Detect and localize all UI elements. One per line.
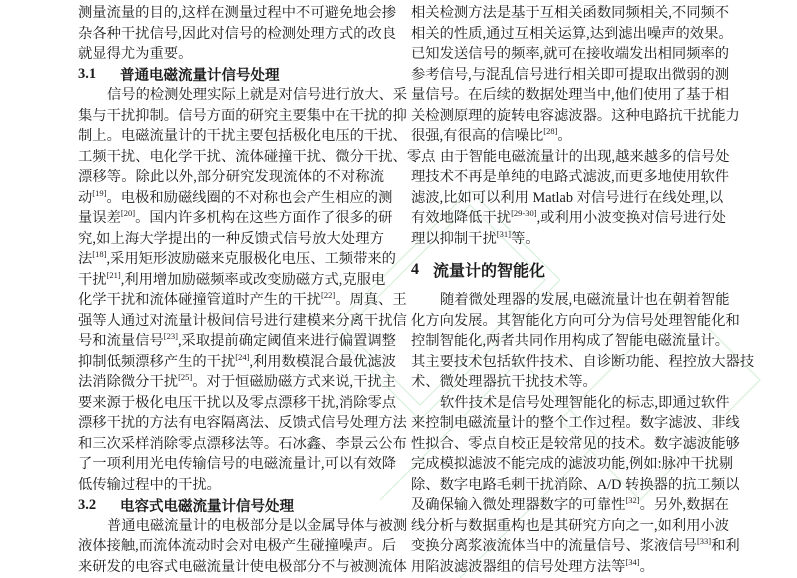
citation-reference: [20]: [120, 208, 136, 218]
citation-reference: [22]: [321, 290, 336, 300]
text-segment: 量信号。在后续的数据处理当中,他们使用了基于相: [411, 87, 730, 103]
text-line: [411, 454, 734, 475]
text-line: [411, 167, 730, 188]
text-segment: 来控制电磁流量计的整个工作过程。数字滤波、非线: [411, 415, 740, 431]
paragraph: [78, 3, 397, 65]
text-line: [78, 208, 393, 229]
section-title: 流量计的智能化: [433, 263, 546, 280]
citation-reference: [28]: [543, 126, 558, 136]
text-line: [411, 311, 740, 332]
text-line: [78, 106, 407, 127]
text-segment: 术、微处理器抗干扰技术等。: [411, 374, 597, 390]
citation-reference: [19]: [92, 187, 107, 198]
text-segment: 量误差: [78, 210, 121, 226]
text-segment: 关检测原理的旋转电容滤波器。这种电路抗干扰能力: [411, 107, 740, 124]
section-number: 4: [411, 260, 419, 278]
text-segment: 理以抑制干扰: [411, 230, 497, 247]
text-segment: 了一项利用光电传输信号的电磁流量计,可以有效降: [78, 456, 397, 472]
paragraph: [411, 393, 740, 578]
text-segment: 性拟合、零点自校正是较常见的技术。数字滤波能够: [411, 435, 740, 452]
text-segment: 相关检测方法是基于互相关函数同频相关,不同频不: [411, 5, 730, 21]
text-segment: 滤波,比如可以利用 Matlab 对信号进行在线处理,以: [411, 189, 724, 206]
text-line: [78, 516, 408, 537]
section-title: 普通电磁流量计信号处理: [120, 68, 280, 85]
citation-reference: [31]: [496, 228, 511, 239]
citation-reference: [29-30]: [511, 208, 537, 218]
text-line: [78, 270, 384, 291]
section-heading: [78, 495, 384, 516]
text-line: [411, 229, 716, 250]
text-line: [78, 24, 397, 45]
text-segment: 。: [639, 558, 654, 575]
text-segment: 随着微处理器的发展,电磁流量计也在朝着智能: [440, 292, 730, 308]
text-segment: 漂移等。除此以外,部分研究发现流体的不对称流: [78, 169, 384, 185]
text-line: [78, 413, 407, 434]
text-line: [411, 352, 755, 373]
text-line: [78, 454, 397, 475]
citation-reference: [18]: [92, 249, 107, 259]
text-segment: 普通电磁流量计的电极部分是以金属导体与被测: [107, 517, 408, 534]
text-segment: 强等人通过对流量计极间信号进行建模来分离干扰信: [78, 312, 407, 329]
text-line: [411, 413, 740, 434]
right-column: [411, 3, 755, 577]
text-line: [411, 536, 740, 557]
text-segment: 工频干扰、电化学干扰、流体碰撞干扰、微分干扰、零点: [78, 148, 436, 165]
text-line: [411, 208, 727, 229]
citation-reference: [25]: [178, 372, 193, 382]
text-line: [411, 290, 730, 311]
text-segment: 要来源于极化电压干扰以及零点漂移干扰,消除零点: [78, 394, 397, 411]
text-segment: 低传输过程中的干扰。: [78, 476, 221, 493]
text-line: [78, 229, 384, 250]
text-line: [78, 475, 384, 496]
text-segment: 法: [78, 251, 93, 267]
text-line: [411, 516, 730, 537]
text-segment: 杂各种干扰信号,因此对信号的检测处理方式的改良: [78, 25, 397, 42]
text-segment: 号和流量信号: [78, 333, 164, 349]
section-heading: [78, 65, 384, 86]
text-segment: ,或利用小波变换对信号进行处: [536, 210, 727, 226]
text-line: [78, 393, 397, 414]
text-line: [78, 372, 396, 393]
text-segment: 和利: [711, 538, 740, 554]
text-line: [411, 44, 730, 65]
paragraph: [78, 85, 436, 495]
text-line: [411, 106, 740, 127]
citation-reference: [24]: [235, 351, 250, 362]
section-heading: [411, 249, 716, 290]
section-title: 电容式电磁流量计信号处理: [120, 498, 294, 515]
text-line: [78, 290, 407, 311]
text-line: [78, 167, 384, 188]
text-line: [411, 475, 740, 496]
text-segment: 线分析与数据重构也是其研究方向之一,如利用小波: [411, 517, 730, 534]
text-segment: 测量流量的目的,这样在测量过程中不可避免地会掺: [78, 5, 397, 21]
text-segment: 集与干扰抑制。信号方面的研究主要集中在干扰的抑: [78, 107, 407, 124]
text-segment: 化方向发展。其智能化方向可分为信号处理智能化和: [411, 312, 740, 329]
paragraph: [78, 516, 408, 578]
text-segment: ,采用矩形波励磁来克服极化电压、工频带来的: [106, 251, 396, 267]
text-line: [78, 85, 408, 106]
text-line: [411, 393, 730, 414]
text-segment: 。国内许多机构在这些方面作了很多的研: [135, 210, 393, 226]
text-segment: 及确保输入微处理器数字的可靠性: [411, 497, 626, 513]
text-segment: 等。: [510, 230, 540, 247]
text-segment: 参考信号,与混乱信号进行相关即可提取出微弱的测: [411, 66, 730, 83]
text-segment: 软件技术是信号处理智能化的标志,即通过软件: [440, 394, 730, 411]
text-line: [78, 331, 396, 352]
text-line: [411, 434, 740, 455]
text-line: [411, 331, 730, 352]
text-segment: 用陷波滤波器组的信号处理方法等: [411, 558, 626, 575]
text-segment: 理技术不再是单纯的电路式滤波,而更多地使用软件: [411, 169, 730, 185]
text-segment: 。另外,数据在: [639, 497, 729, 513]
text-segment: 完成模拟滤波不能完成的滤波功能,例如:脉冲干扰剔: [411, 456, 734, 472]
text-segment: 动: [78, 189, 93, 206]
text-line: [411, 557, 716, 578]
text-line: [78, 126, 407, 147]
citation-reference: [23]: [163, 331, 178, 341]
text-segment: 法消除微分干扰: [78, 374, 179, 390]
text-segment: 。周真、王: [335, 292, 407, 308]
left-column: [78, 3, 436, 577]
text-segment: ,利用数模混合最优滤波: [249, 353, 396, 370]
paragraph: [411, 290, 755, 393]
text-line: [78, 44, 384, 65]
text-line: [411, 495, 729, 516]
text-line: [78, 3, 397, 24]
text-segment: 变换分离浆液流体当中的流量信号、浆液信号: [411, 538, 697, 554]
text-line: [411, 85, 730, 106]
text-segment: 和三次采样消除零点漂移法等。石冰鑫、李景云公布: [78, 435, 407, 452]
text-line: [411, 126, 716, 147]
text-segment: 就显得尤为重要。: [78, 46, 193, 62]
text-segment: 由于智能电磁流量计的出现,越来越多的信号处: [440, 148, 730, 165]
text-line: [78, 557, 407, 578]
text-line: [78, 434, 407, 455]
text-segment: 制上。电磁流量计的干扰主要包括极化电压的干扰、: [78, 128, 407, 144]
text-segment: 有效地降低干扰: [411, 210, 512, 226]
paragraph: [411, 147, 730, 250]
text-line: [78, 249, 396, 270]
text-line: [411, 372, 716, 393]
text-segment: 。电极和励磁线圈的不对称也会产生相应的测: [106, 189, 393, 206]
text-segment: 。对于恒磁励磁方式来说,干扰主: [192, 374, 396, 390]
section-number: 3.1: [78, 66, 97, 83]
text-segment: ,采取提前确定阈值来进行偏置调整: [177, 333, 396, 349]
text-segment: 液体接触,而流体流动时会对电极产生碰撞噪声。后: [78, 538, 397, 554]
text-segment: 很强,有很高的信噪比: [411, 128, 544, 144]
text-line: [411, 147, 730, 168]
text-line: [78, 536, 397, 557]
text-line: [411, 65, 730, 86]
text-segment: 相关的性质,通过互相关运算,达到滤出噪声的效果。: [411, 25, 733, 42]
citation-reference: [34]: [625, 556, 640, 567]
text-segment: 干扰: [78, 271, 107, 288]
text-segment: 已知发送信号的频率,就可在接收端发出相同频率的: [411, 46, 730, 62]
citation-reference: [21]: [106, 269, 121, 280]
text-segment: 控制智能化,两者共同作用构成了智能电磁流量计。: [411, 333, 730, 349]
section-number: 3.2: [78, 496, 97, 513]
citation-reference: [32]: [625, 495, 640, 505]
text-segment: 信号的检测处理实际上就是对信号进行放大、采: [107, 87, 408, 103]
text-line: [411, 24, 733, 45]
text-line: [411, 3, 730, 24]
text-segment: 漂移干扰的方法有电容隔离法、反馈式信号处理方法: [78, 415, 407, 431]
text-line: [78, 351, 396, 373]
text-segment: ,利用增加励磁频率或改变励磁方式,克服电: [120, 271, 386, 288]
text-line: [78, 147, 436, 168]
text-line: [78, 311, 407, 332]
text-line: [411, 188, 724, 209]
citation-reference: [33]: [696, 536, 712, 546]
text-segment: 来研发的电容式电磁流量计使电极部分不与被测流体: [78, 558, 407, 575]
text-segment: 其主要技术包括软件技术、自诊断功能、程控放大器技: [411, 353, 755, 370]
text-segment: 。: [557, 128, 572, 144]
text-line: [78, 187, 393, 209]
paragraph: [411, 3, 740, 147]
text-segment: 抑制低频漂移产生的干扰: [78, 353, 236, 370]
text-segment: 化学干扰和流体碰撞管道时产生的干扰: [78, 292, 322, 308]
text-segment: 除、数字电路毛刺干扰消除、A/D 转换器的抗工频以: [411, 476, 740, 493]
text-segment: 究,如上海大学提出的一种反馈式信号放大处理方: [78, 230, 384, 247]
